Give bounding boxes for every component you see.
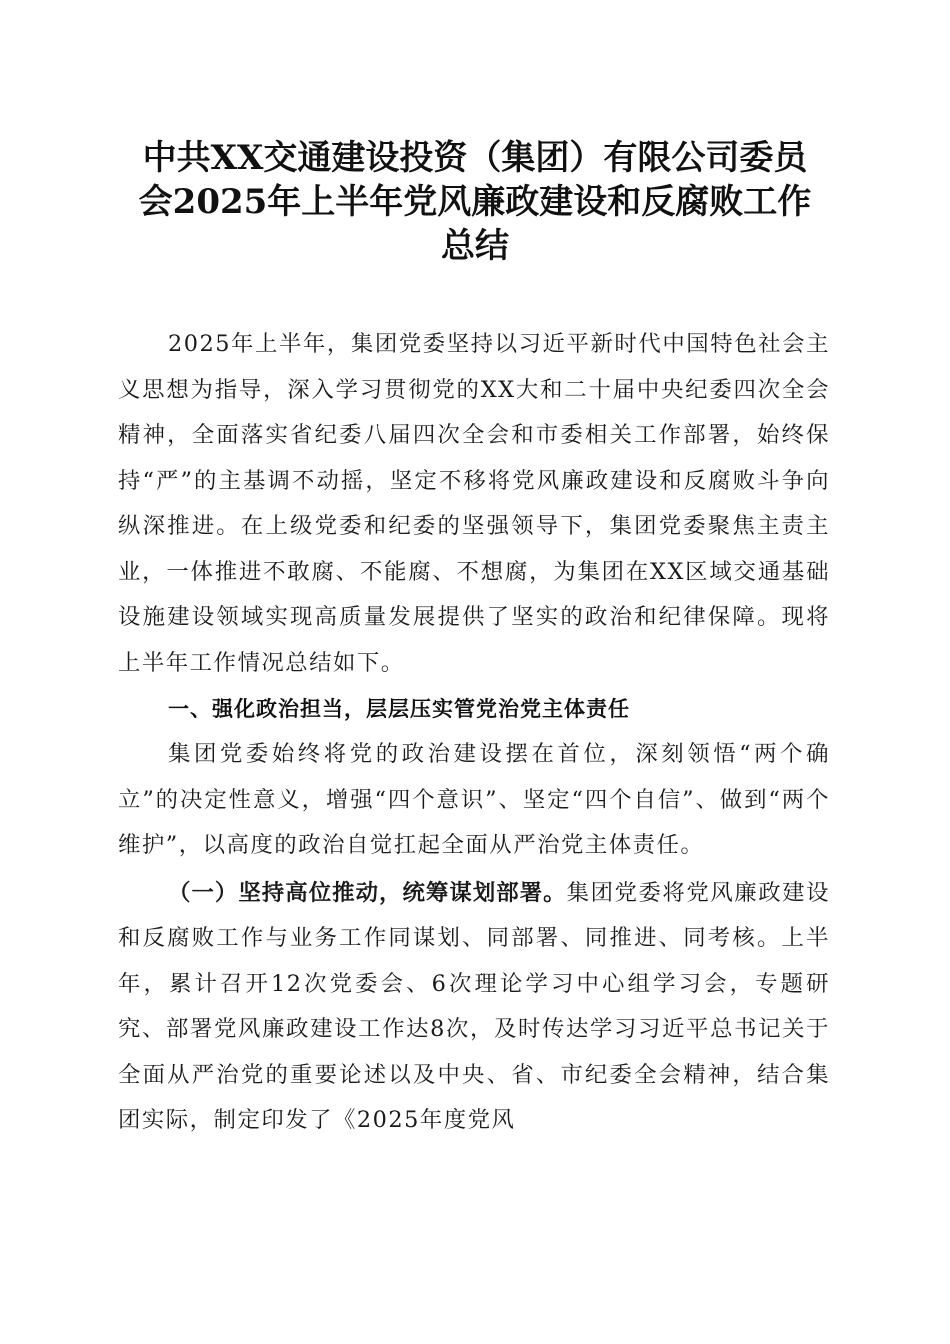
section-1-item-1-text: 集团党委将党风廉政建设和反腐败工作与业务工作同谋划、同部署、同推进、同考核。上半年，累计召开12次党委会、6次理论学习中心组学习会，专题研究、部署党风廉政建设工作达8次，及时传达学习习近平总书记关于全面从严治党的重要论述以及中央、省、市纪委全会精神，结合集团实际，制定印发了《2025年度党风 [118, 879, 831, 1133]
intro-paragraph: 2025年上半年，集团党委坚持以习近平新时代中国特色社会主义思想为指导，深入学习贯彻党的XX大和二十届中央纪委四次全会精神，全面落实省纪委八届四次全会和市委相关工作部署，始终保持“严”的主基调不动摇，坚定不移将党风廉政建设和反腐败斗争向纵深推进。在上级党委和纪委的坚强领导下，集团党委聚焦主责主业，一体推进不敢腐、不能腐、不想腐，为集团在XX区域交通基础设施建设领域实现高质量发展提供了坚实的政治和纪律保障。现将上半年工作情况总结如下。 [118, 331, 830, 676]
section-1-paragraph: 集团党委始终将党的政治建设摆在首位，深刻领悟“两个确立”的决定性意义，增强“四个意识”、坚定“四个自信”、做到“两个维护”，以高度的政治自觉扛起全面从严治党主体责任。 [118, 741, 830, 858]
document-title [110, 136, 840, 268]
title-line-2: 会2025年上半年党风廉政建设和反腐败工作 [138, 182, 812, 222]
title-line-3: 总结 [441, 226, 509, 266]
title-line-1: 中共XX交通建设投资（集团）有限公司委员 [142, 138, 808, 178]
section-1-heading: 一、强化政治担当，层层压实管党治党主体责任 [168, 697, 630, 721]
document-body [118, 322, 830, 1144]
section-1-item-1-subheading: （一）坚持高位推动，统筹谋划部署。 [168, 879, 567, 906]
section-1-item-1 [118, 871, 830, 1144]
